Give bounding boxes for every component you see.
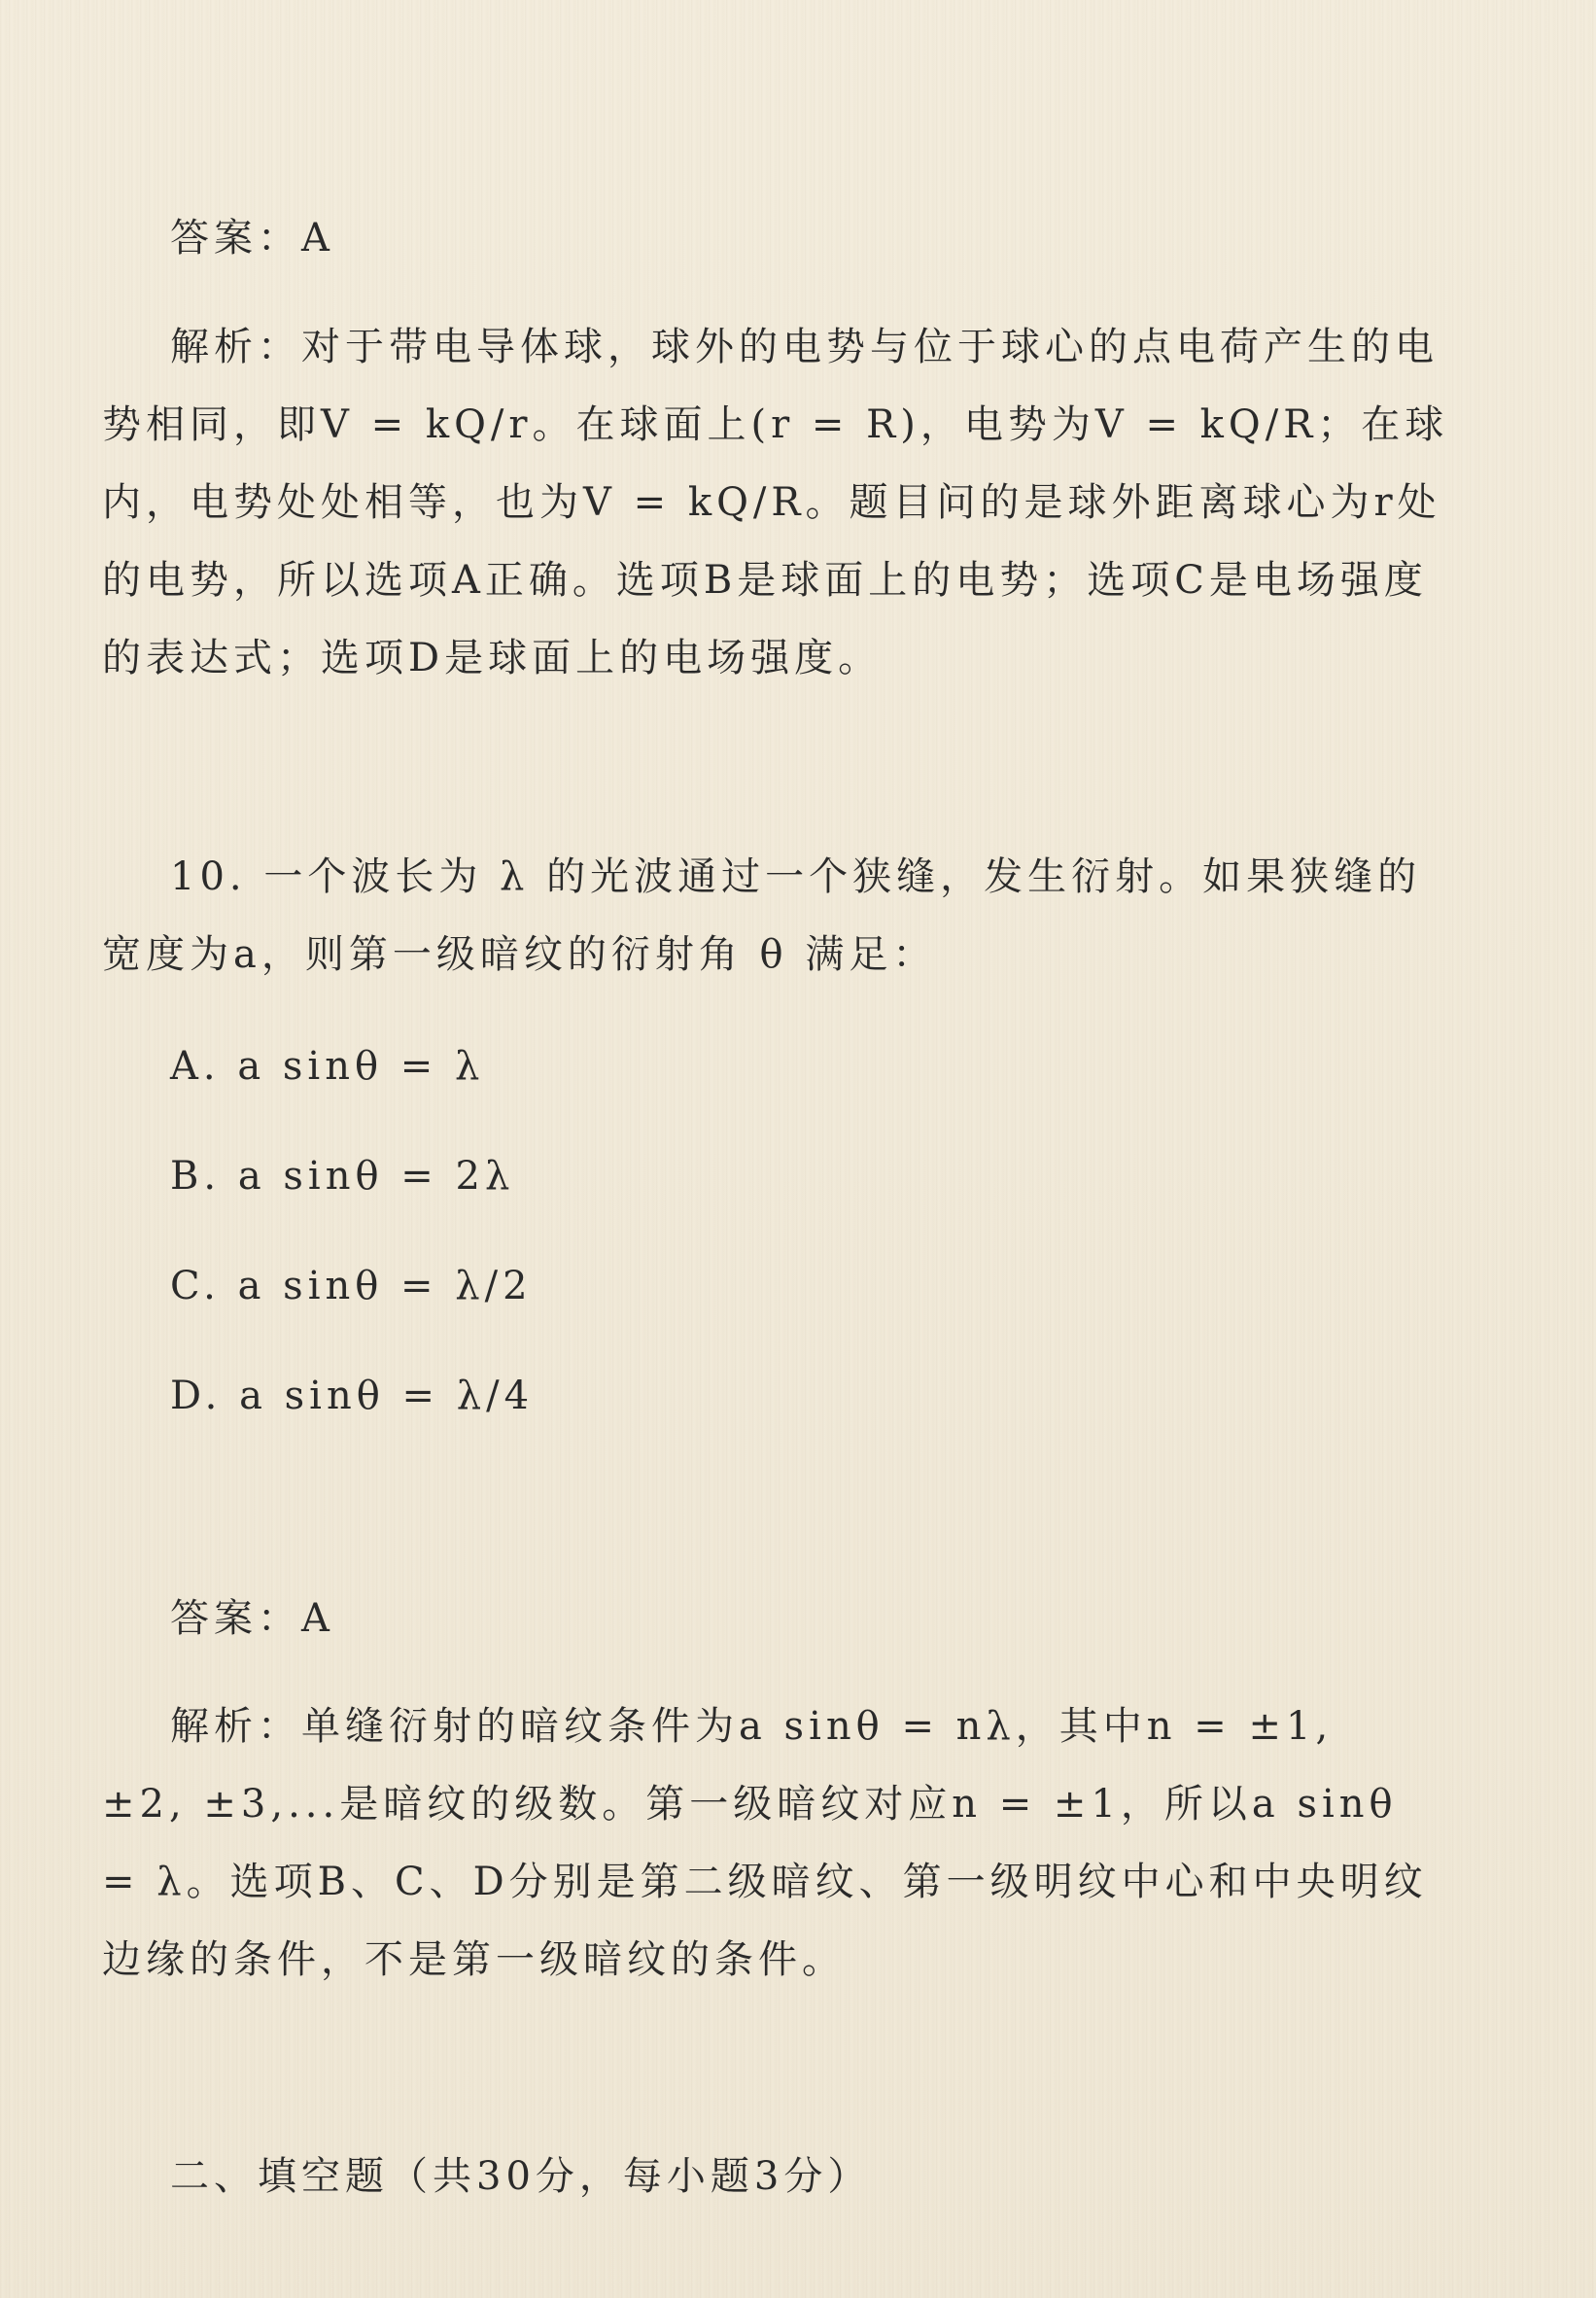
option-c: C. a sinθ = λ/2 xyxy=(170,1264,533,1308)
analysis-line: 解析：单缝衍射的暗纹条件为a sinθ = nλ，其中n = ±1, xyxy=(170,1704,1334,1749)
analysis-line: 边缘的条件，不是第一级暗纹的条件。 xyxy=(102,1937,846,1982)
analysis-line: 内，电势处处相等，也为V = kQ/R。题目问的是球外距离球心为r处 xyxy=(102,480,1441,525)
analysis-line: 的表达式；选项D是球面上的电场强度。 xyxy=(102,636,883,680)
analysis-line: 势相同，即V = kQ/r。在球面上(r = R)，电势为V = kQ/R；在球 xyxy=(102,402,1449,447)
analysis-line: ±2, ±3,...是暗纹的级数。第一级暗纹对应n = ±1，所以a sinθ xyxy=(102,1782,1398,1827)
option-d: D. a sinθ = λ/4 xyxy=(170,1374,535,1418)
question-10-stem: 10. 一个波长为 λ 的光波通过一个狭缝，发生衍射。如果狭缝的 xyxy=(170,854,1422,899)
analysis-line: 解析：对于带电导体球，球外的电势与位于球心的点电荷产生的电 xyxy=(170,325,1439,369)
question-10-stem: 宽度为a，则第一级暗纹的衍射角 θ 满足： xyxy=(102,932,937,977)
option-b: B. a sinθ = 2λ xyxy=(170,1154,515,1199)
section-heading: 二、填空题（共30分，每小题3分） xyxy=(170,2154,872,2199)
answer-label-1: 答案：A xyxy=(170,216,334,261)
analysis-line: 的电势，所以选项A正确。选项B是球面上的电势；选项C是电场强度 xyxy=(102,558,1428,603)
analysis-line: = λ。选项B、C、D分别是第二级暗纹、第一级明纹中心和中央明纹 xyxy=(102,1860,1428,1904)
option-a: A. a sinθ = λ xyxy=(170,1044,485,1089)
answer-label-2: 答案：A xyxy=(170,1596,334,1641)
